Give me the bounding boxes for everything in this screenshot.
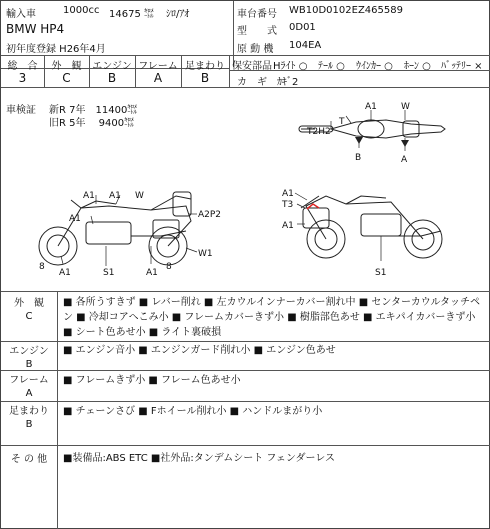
mark-left-8-rear: 8 [166,262,172,272]
cond-head-engine: エンジン B [9,346,49,370]
inspection-label: 車検証 [6,105,36,116]
first-registration: 初年度登録 H26年4月 [6,44,106,55]
part-winker: ｳｲﾝｶｰ ○ [356,61,393,72]
keys: カ ギ ｶｷﾞ2 [237,77,299,88]
engine-label: 原 動 機 [237,44,274,55]
cond-text-exterior: ■ 各所うすきず ■ レバー削れ ■ 左カウルインナーカバー割れ中 ■ センターカウルタッチペン ■ 冷却コアへこみ小 ■ フレームカバーきず小 ■ 樹脂部色あせ ■ エキパイカバーきず小 ■ シート色あせ小 ■ ライト裏破損 [63,297,481,338]
mark-top-a1: A1 [365,102,377,112]
grade-label-exterior: 外 観 [51,61,82,72]
mark-right-a1-top: A1 [282,189,294,199]
color: ｼﾛ/ｱｵ [166,9,190,20]
model-name: BMW HP4 [6,22,65,36]
mark-top-a: A [401,155,408,165]
parts-label: 保安部品 [232,61,272,72]
mark-left-a1-bottom: A1 [59,268,71,278]
engine-code: 104EA [289,40,322,51]
part-tail: ﾃｰﾙ ○ [318,61,345,72]
grade-total: 3 [18,71,27,85]
cond-text-other: ■装備品:ABS ETC ■社外品:タンデムシート フェンダーレス [63,453,335,464]
frame-no-label: 車台番号 [237,9,277,20]
damage-diagram [1,96,490,291]
mark-left-s1: S1 [103,268,115,278]
cond-text-suspension: ■ チェーンさび ■ Fホイール削れ小 ■ ハンドルまがり小 [63,406,323,417]
mileage: 14675 ㌖ [109,9,154,20]
mark-top-t2h2: T2H2 [307,127,331,137]
part-battery: ﾊﾞｯﾃﾘｰ × [441,61,483,72]
frame-no: WB10D0102EZ465589 [289,5,403,16]
part-headlight: Hﾗｲﾄ ○ [273,61,308,72]
part-horn: ﾎｰﾝ ○ [404,61,431,72]
model-code-label: 型 式 [237,26,277,37]
mark-left-a1-tank: A1 [109,191,121,201]
grade-label-engine: エンジン [92,61,132,72]
cond-text-frame: ■ フレームきず小 ■ フレーム色あせ小 [63,375,241,386]
mark-left-w1: W1 [198,249,213,259]
cond-head-other: そ の 他 [10,454,48,465]
grade-exterior: C [62,71,71,85]
mark-left-a1-rear: A1 [146,268,158,278]
grade-label-frame: フレーム [138,61,178,72]
bike-left-view [39,192,191,265]
mark-right-a1-low: A1 [282,221,294,231]
cond-head-frame: フレーム A [9,375,49,399]
mark-right-s1: S1 [375,268,387,278]
displacement: 1000cc [63,5,100,16]
mark-left-w: W [135,191,144,201]
mark-top-t: T [339,117,345,127]
import-type: 輸入車 [6,9,36,20]
model-code: 0D01 [289,22,316,33]
grade-frame: A [153,71,163,85]
cond-head-suspension: 足まわり B [9,406,49,430]
mark-left-a1-mid: A1 [69,214,81,224]
cond-head-exterior: 外 観 C [14,298,44,322]
mark-left-a1-front: A1 [83,191,95,201]
mark-top-b: B [355,153,362,163]
cond-text-engine: ■ エンジン音小 ■ エンジンガード削れ小 ■ エンジン色あせ [63,345,336,356]
bike-right-view [301,196,442,258]
grade-label-suspension: 足まわり [185,61,225,72]
grade-label-total: 総 合 [7,61,38,72]
inspection-old: 旧R 5年 9400㌖ [49,118,135,129]
grade-suspension: B [200,71,210,85]
mark-top-w: W [401,102,410,112]
inspection-new: 新R 7年 11400㌖ [49,105,138,116]
grade-engine: B [107,71,117,85]
mark-right-t3: T3 [282,200,294,210]
mark-left-a2p2: A2P2 [198,210,222,220]
mark-left-8-front: 8 [39,262,45,272]
